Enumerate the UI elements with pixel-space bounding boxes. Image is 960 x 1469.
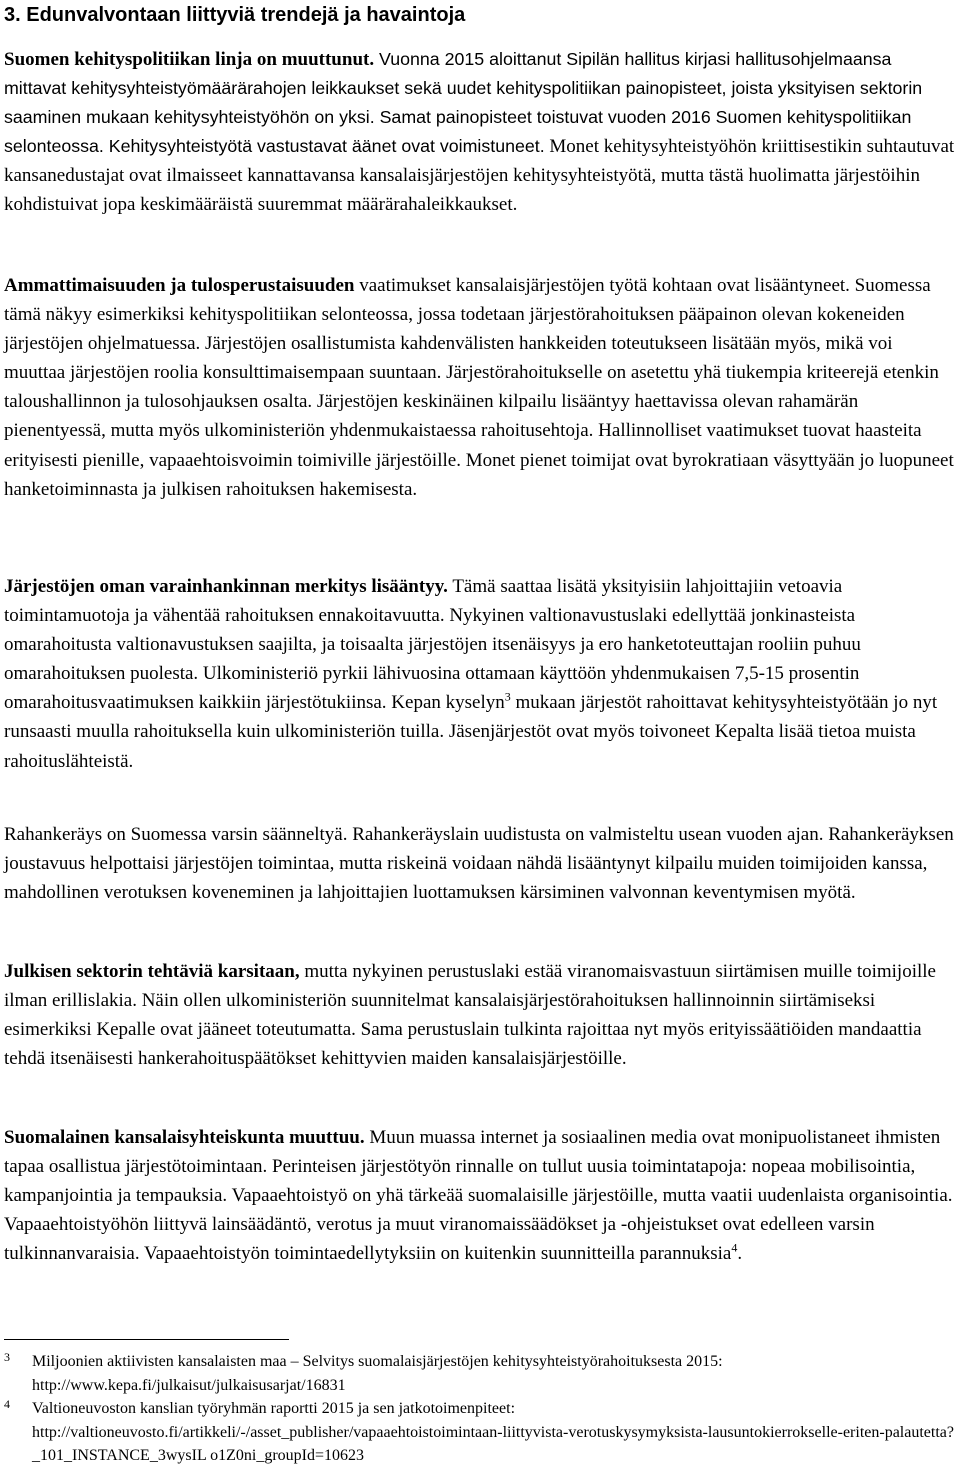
paragraph-civil-society	[4, 1123, 956, 1268]
paragraph-collection-law	[4, 820, 956, 907]
paragraph-text-cont: .	[737, 1243, 743, 1265]
paragraph-lead: Suomen kehityspolitiikan linja on muuttunut.	[4, 49, 375, 70]
footnote-separator	[4, 1339, 289, 1340]
footnote-4	[4, 1397, 956, 1468]
paragraph-lead: Ammattimaisuuden ja tulosperustaisuuden	[4, 275, 355, 296]
paragraph-text-cont: mukaan järjestöt rahoittavat kehitysyhteistyötään jo nyt runsaasti muulla rahoituksella kuin ulkoministeriön tuilla. Jäsenjärjestöt ovat myös toivoneet Kepalta lisää tietoa muista rahoituslähteistä.	[4, 692, 938, 772]
paragraph-text: Tämä saattaa lisätä yksityisiin lahjoittajiin vetoavia toimintamuotoja ja vähentää rahoituksen ennakoitavuutta. Nykyinen valtionavustuslaki edellyttää jonkinasteista omarahoitusta valtionavustuksen saajilta, ja toisaalta järjestöjen itsenäisyys ja ero hanketoteuttajan rooliin puhuu omarahoituksen puolesta. Ulkoministeriö pyrkii lähivuosina ottamaan käyttöön yhdenmukaisen 7,5-15 prosentin omarahoitusvaatimuksen kaikkiin järjestötukiinsa. Kepan kyselyn	[4, 576, 861, 714]
paragraph-lead: Suomalainen kansalaisyhteiskunta muuttuu.	[4, 1127, 365, 1148]
paragraph-text: Rahankeräys on Suomessa varsin säänneltyä. Rahankeräyslain uudistusta on valmisteltu usean vuoden ajan. Rahankeräyksen joustavuus helpottaisi järjestöjen toimintaa, mutta riskeinä voidaan nähdä lisääntynyt kilpailu muiden toimijoiden kanssa, mahdollinen verotuksen koveneminen ja lahjoittajien luottamuksen kärsiminen valvonnan keventymisen myötä.	[4, 824, 954, 904]
paragraph-text: Muun muassa internet ja sosiaalinen media ovat monipuolistaneet ihmisten tapaa osallistua järjestötoimintaan. Perinteisen järjestötyön rinnalle on tullut uusia toimintatapoja: nopeaa mobilisointia, kampanjointia ja tempauksia. Vapaaehtoistyö on yhä tärkeää suomalaisille järjestöille, mutta vaatii uudenlaista organisointia. Vapaaehtoistyöhön liittyvä lainsäädäntö, verotus ja muut viranomaissäädökset ja -ohjeistukset ovat edelleen varsin tulkinnanvaraisia. Vapaaehtoistyön toimintaedellytyksiin on kuitenkin suunnitteilla parannuksia	[4, 1127, 953, 1265]
paragraph-text: mutta nykyinen perustuslaki estää viranomaisvastuun siirtämisen muille toimijoille ilman erillislakia. Näin ollen ulkoministeriön suunnitelmat kansalaisjärjestörahoituksen hallinnoinnin siirtämiseksi esimerkiksi Kepalle ovat jääneet toteutumatta. Sama perustuslain tulkinta rajoittaa nyt myös erityissäätiöiden mandaattia tehdä itsenäisesti hankerahoituspäätökset kehittyvien maiden kansalaisjärjestöille.	[4, 961, 936, 1070]
paragraph-text: Monet kehitysyhteistyöhön kriittisestikin suhtautuvat kansanedustajat ovat ilmaisseet kannattavansa kansalaisjärjestöjen kehitysyhteistyötä, mutta tästä huolimatta järjestöihin kohdistuivat jopa keskimääräistä suuremmat määrärahaleikkaukset.	[4, 136, 955, 216]
footnote-3	[4, 1350, 956, 1397]
section-heading: 3. Edunvalvontaan liittyviä trendejä ja havaintoja	[4, 4, 466, 26]
paragraph-development-policy	[4, 45, 956, 220]
footnote-number: 4	[4, 1397, 10, 1411]
paragraph-fundraising	[4, 572, 956, 776]
paragraph-text-sans: Vuonna 2015 aloittanut Sipilän hallitus kirjasi hallitusohjelmaansa mittavat kehitysyhteistyömäärärahojen leikkaukset sekä uudet kehityspolitiikan painopisteet, joista yksityisen sektorin saaminen mukaan kehitysyhteistyöhön on yksi. Samat painopisteet toistuvat vuoden 2016 Suomen kehityspolitiikan selonteossa. Kehitysyhteistyötä vastustavat äänet ovat voimistuneet.	[4, 49, 923, 157]
footnote-number: 3	[4, 1350, 10, 1364]
footnote-text[interactable]: Miljoonien aktiivisten kansalaisten maa – Selvitys suomalaisjärjestöjen kehitysyhteistyörahoituksesta 2015: http://www.kepa.fi/julkaisut/julkaisusarjat/16831	[32, 1353, 723, 1394]
footnote-ref-4[interactable]: 4	[731, 1241, 738, 1256]
footnote-text[interactable]: Valtioneuvoston kanslian työryhmän raportti 2015 ja sen jatkotoimenpiteet: http://valtioneuvosto.fi/artikkeli/-/asset_publisher/vapaaehtoistoimintaan-liittyvista-verotuskysymyksista-lausuntokierrokselle-eriten-palautetta?_101_INSTANCE_3wysIL o1Z0ni_groupId=10623	[32, 1400, 954, 1464]
paragraph-lead: Julkisen sektorin tehtäviä karsitaan,	[4, 961, 300, 982]
paragraph-lead: Järjestöjen oman varainhankinnan merkitys lisääntyy.	[4, 576, 448, 597]
paragraph-public-sector	[4, 957, 956, 1073]
paragraph-text: vaatimukset kansalaisjärjestöjen työtä kohtaan ovat lisääntyneet. Suomessa tämä näkyy esimerkiksi kehityspolitiikan selonteossa, jossa todetaan järjestörahoituksen pääpainon olevan kokeneiden järjestöjen ohjelmatuessa. Järjestöjen osallistumista kahdenvälisten hankkeiden toteutukseen lisätään myös, mikä voi muuttaa järjestöjen roolia konsulttimaisempaan suuntaan. Järjestörahoitukselle on asetettu yhä tiukempia kriteerejä etenkin taloushallinnon ja tulosohjauksen osalta. Järjestöjen keskinäinen kilpailu lisääntyy haettavissa olevan rahamärän pienentyessä, mutta myös ulkoministeriön yhdenmukaistaessa rahoitusehtoja. Hallinnolliset vaatimukset tuovat haasteita erityisesti pienille, vapaaehtoisvoimin toimiville järjestöille. Monet pienet toimijat ovat byrokratiaan väsyttyään jo luopuneet hanketoiminnasta ja julkisen rahoituksen hakemisesta.	[4, 275, 954, 500]
paragraph-professionalism	[4, 271, 956, 504]
footnote-ref-3[interactable]: 3	[504, 690, 511, 705]
